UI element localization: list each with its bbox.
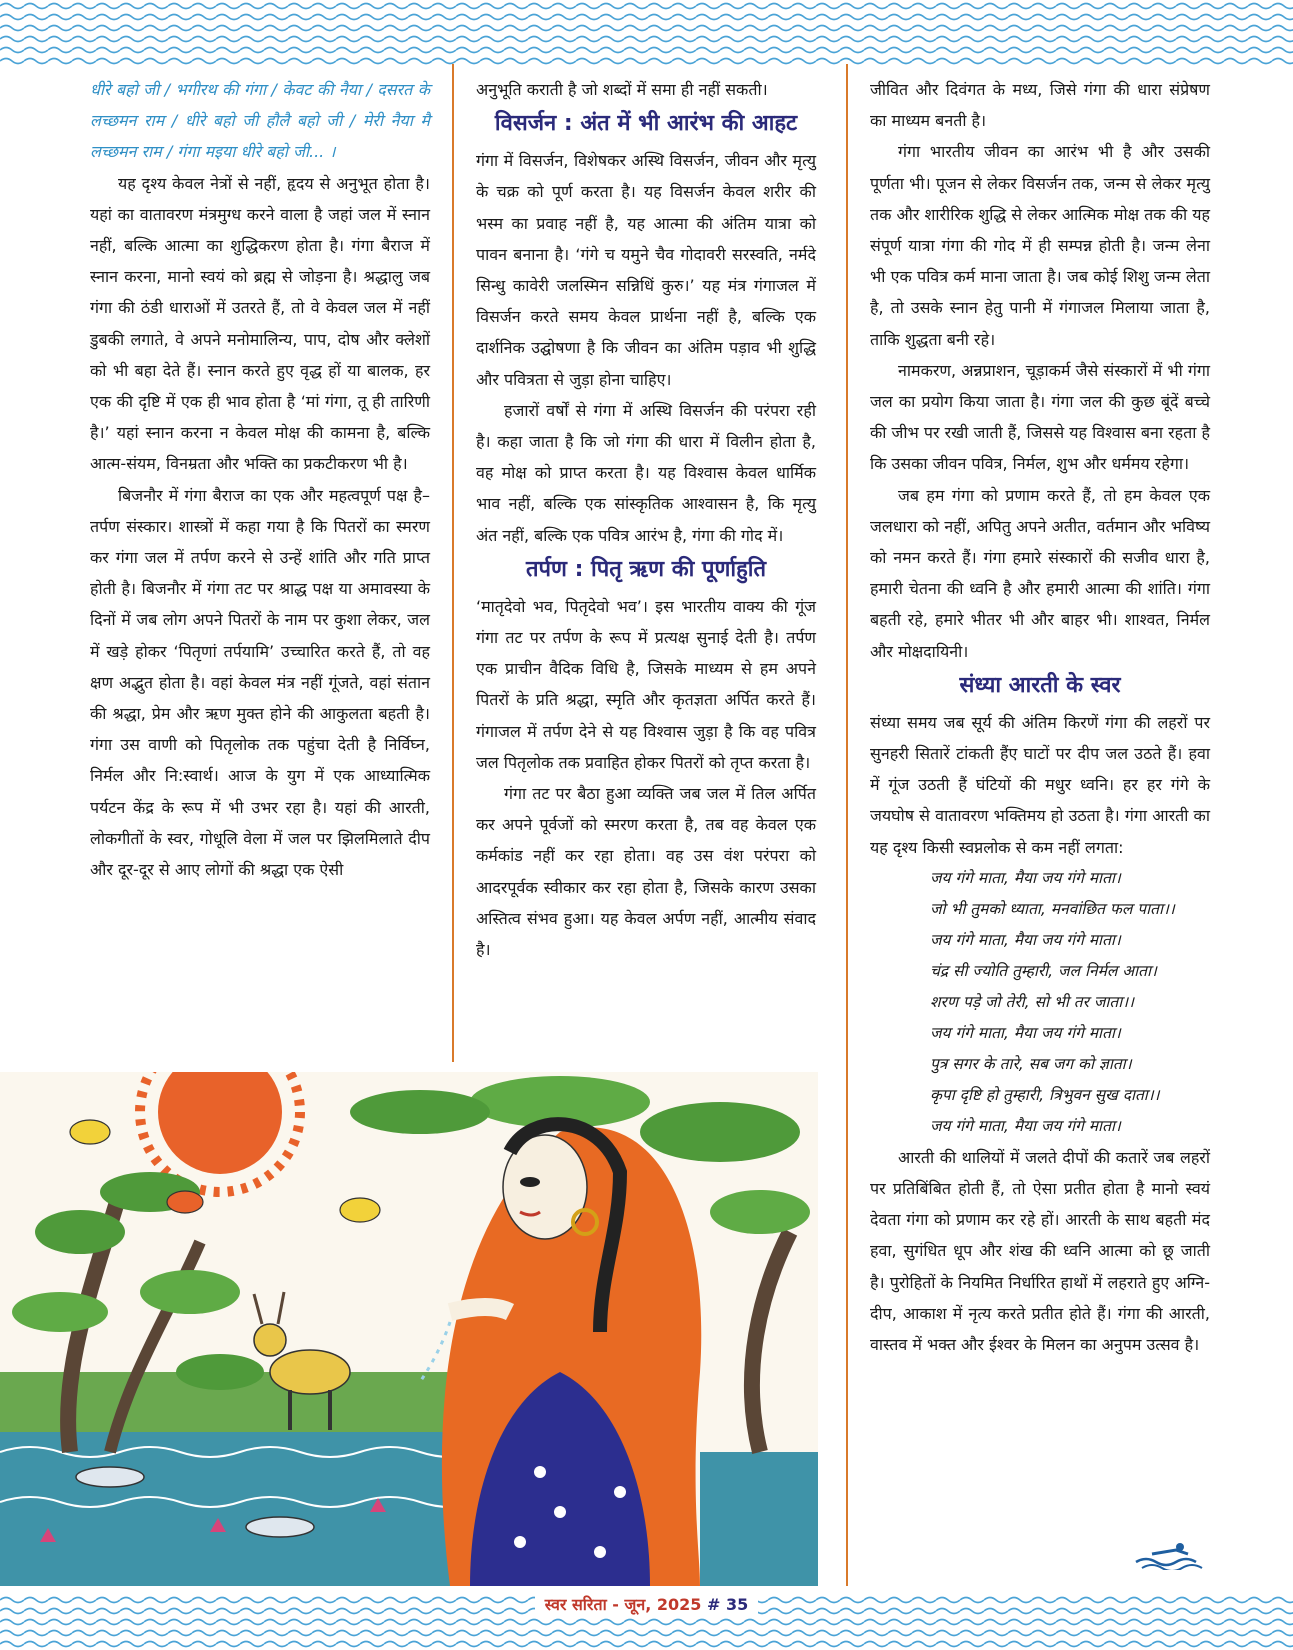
page-footer bbox=[0, 1591, 1293, 1617]
magazine-issue: स्वर सरिता - जून, 2025 bbox=[544, 1595, 702, 1614]
verse-line: जय गंगे माता, मैया जय गंगे माता। bbox=[930, 1116, 1121, 1135]
article-column-3 bbox=[870, 74, 1210, 1360]
article-column-1 bbox=[90, 74, 430, 885]
section-heading-aarti: संध्या आरती के स्वर bbox=[959, 672, 1121, 698]
verse-line: जो भी तुमको ध्याता, मनवांछित फल पाता।। bbox=[930, 899, 1175, 918]
verse-line: जय गंगे माता, मैया जय गंगे माता। bbox=[930, 868, 1121, 887]
paragraph: बिजनौर में गंगा बैराज का एक और महत्वपूर्ण पक्ष है– तर्पण संस्कार। शास्त्रों में कहा गया है कि पितरों का स्मरण कर गंगा जल में तर्पण करने से उन्हें शांति और गति प्राप्त होती है। बिजनौर में गंगा तट पर श्राद्ध पक्ष या अमावस्या के दिनों में जब लोग अपने पितरों के नाम पर कुशा लेकर, जल में खड़े होकर ‘पितृणां तर्पयामि’ उच्चारित करते हैं, तो वह क्षण अद्भुत होता है। वहां केवल मंत्र नहीं गूंजते, वहां संतान की श्रद्धा, प्रेम और ऋण मुक्त होने की आकुलता बहती है। गंगा उस वाणी को पितृलोक तक पहुंचा देती है निर्विघ्न, निर्मल और नि:स्वार्थ। आज के युग में एक आध्यात्मिक पर्यटन केंद्र के रूप में भी उभर रहा है। यहां की आरती, लोकगीतों के स्वर, गोधूलि वेला में जल पर झिलमिलाते दीप और दूर-दूर से आए लोगों की श्रद्धा एक ऐसी bbox=[90, 485, 430, 880]
paragraph: गंगा में विसर्जन, विशेषकर अस्थि विसर्जन, जीवन और मृत्यु के चक्र को पूर्ण करता है। यह विसर्जन केवल शरीर की भस्म का प्रवाह नहीं है, यह आत्मा की अंतिम यात्रा को पावन बनाना है। ‘गंगे च यमुने चैव गोदावरी सरस्वति, नर्मदे सिन्धु कावेरी जलस्मिन सन्निधिं कुरु।’ यह मंत्र गंगाजल में विसर्जन करते समय केवल प्रार्थना नहीं है, बल्कि एक दार्शनिक उद्घोषणा है कि जीवन का अंतिम पड़ाव भी शुद्धि और पवित्रता से जुड़ा होना चाहिए। bbox=[476, 151, 816, 389]
verse-line: जय गंगे माता, मैया जय गंगे माता। bbox=[930, 1023, 1121, 1042]
paragraph: गंगा तट पर बैठा हुआ व्यक्ति जब जल में तिल अर्पित कर अपने पूर्वजों को स्मरण करता है, तब वह केवल एक कर्मकांड नहीं कर रहा होता। वह उस वंश परंपरा को आदरपूर्वक स्वीकार कर रहा होता है, जिसके कारण उसका अस्तित्व संभव हुआ। यह केवल अर्पण नहीं, आत्मीय संवाद है। bbox=[476, 784, 816, 960]
verse-line: कृपा दृष्टि हो तुम्हारी, त्रिभुवन सुख दाता।। bbox=[930, 1085, 1160, 1104]
paragraph: हजारों वर्षों से गंगा में अस्थि विसर्जन की परंपरा रही है। कहा जाता है कि जो गंगा की धारा में विलीन होता है, वह मोक्ष को प्राप्त करता है। यह विश्वास केवल धार्मिक भाव नहीं, बल्कि एक सांस्कृतिक आश्वासन है, कि मृत्यु अंत नहीं, बल्कि एक पवित्र आरंभ है, गंगा की गोद में। bbox=[476, 400, 816, 545]
paragraph: यह दृश्य केवल नेत्रों से नहीं, हृदय से अनुभूत होता है। यहां का वातावरण मंत्रमुग्ध करने वाला है जहां जल में स्नान नहीं, बल्कि आत्मा का शुद्धिकरण होता है। गंगा बैराज में स्नान करना, मानो स्वयं को ब्रह्म से जोड़ना है। श्रद्धालु जब गंगा की ठंडी धाराओं में उतरते हैं, तो वे केवल जल में नहीं डुबकी लगाते, वे अपने मनोमालिन्य, पाप, दोष और क्लेशों को भी बहा देते हैं। स्नान करते हुए वृद्ध हों या बालक, हर एक की दृष्टि में एक ही भाव होता है ‘मां गंगा, तू ही तारिणी है।’ यहां स्नान करना न केवल मोक्ष की कामना है, बल्कि आत्म-संयम, विनम्रता और भक्ति का प्रकटीकरण भी है। bbox=[90, 173, 430, 474]
verse-line: शरण पड़े जो तेरी, सो भी तर जाता।। bbox=[930, 992, 1134, 1011]
aarti-verses bbox=[870, 863, 1210, 1142]
paragraph: नामकरण, अन्नप्राशन, चूड़ाकर्म जैसे संस्कारों में भी गंगा जल का प्रयोग किया जाता है। गंगा जल की कुछ बूंदें बच्चे की जीभ पर रखी जाती हैं, जिससे यह विश्वास बना रहता है कि उसका जीवन पवित्र, निर्मल, शुभ और धर्ममय रहेगा। bbox=[870, 360, 1210, 474]
column-divider-1 bbox=[452, 64, 454, 1062]
column-divider-2 bbox=[846, 64, 848, 1586]
paragraph: आरती की थालियों में जलते दीपों की कतारें जब लहरों पर प्रतिबिंबित होती हैं, तो ऐसा प्रतीत होता है मानो स्वयं देवता गंगा को प्रणाम कर रहे हों। आरती के साथ बहती मंद हवा, सुगंधित धूप और शंख की ध्वनि आत्मा को छू जाती है। पुरोहितों के नियमित निर्धारित हाथों में लहराते हुए अग्नि-दीप, आकाश में नृत्य करते प्रतीत होते हैं। गंगा की आरती, वास्तव में भक्त और ईश्वर के मिलन का अनुपम उत्सव है। bbox=[870, 1147, 1210, 1355]
madhubani-painting bbox=[0, 1072, 818, 1586]
swimmer-end-icon bbox=[1132, 1540, 1204, 1570]
paragraph: जब हम गंगा को प्रणाम करते हैं, तो हम केवल एक जलधारा को नहीं, अपितु अपने अतीत, वर्तमान और भविष्य को नमन करते हैं। गंगा हमारे संस्कारों की सजीव धारा है, हमारी चेतना की ध्वनि है और हमारी आत्मा की शांति। गंगा बहती रहे, हमारे भीतर भी और बाहर भी। शाश्वत, निर्मल और मोक्षदायिनी। bbox=[870, 485, 1210, 661]
paragraph: गंगा भारतीय जीवन का आरंभ भी है और उसकी पूर्णता भी। पूजन से लेकर विसर्जन तक, जन्म से लेकर मृत्यु तक और शारीरिक शुद्धि से लेकर आत्मिक मोक्ष तक की यह संपूर्ण यात्रा गंगा की गोद में ही सम्पन्न होती है। जन्म लेना भी एक पवित्र कर्म माना जाता है। जब कोई शिशु जन्म लेता है, तो उसके स्नान हेतु पानी में गंगाजल मिलाया जाता है, ताकि शुद्धता बनी रहे। bbox=[870, 142, 1210, 349]
section-heading-tarpan: तर्पण : पितृ ऋण की पूर्णाहुति bbox=[525, 556, 767, 582]
paragraph-continuation: अनुभूति कराती है जो शब्दों में समा ही नहीं सकती। bbox=[476, 80, 768, 99]
verse-line: चंद्र सी ज्योति तुम्हारी, जल निर्मल आता। bbox=[930, 961, 1157, 980]
section-heading-visarjan: विसर्जन : अंत में भी आरंभ की आहट bbox=[494, 111, 798, 137]
verse-line: पुत्र सगर के तारे, सब जग को ज्ञाता। bbox=[930, 1054, 1132, 1073]
paragraph: ‘मातृदेवो भव, पितृदेवो भव’। इस भारतीय वाक्य की गूंज गंगा तट पर तर्पण के रूप में प्रत्यक्ष सुनाई देती है। तर्पण एक प्राचीन वैदिक विधि है, जिसके माध्यम से हम अपने पितरों के प्रति श्रद्धा, स्मृति और कृतज्ञता अर्पित करते हैं। गंगाजल में तर्पण देने से यह विश्वास जुड़ा है कि वह पवित्र जल पितृलोक तक प्रवाहित होकर पितरों को तृप्त करता है। bbox=[476, 596, 816, 772]
article-column-2 bbox=[476, 74, 816, 965]
folk-song-lyrics: धीरे बहो जी / भगीरथ की गंगा / केवट की नैया / दसरत के लच्छमन राम / धीरे बहो जी हौलै बहो जी / मेरी नैया मै लच्छमन राम / गंगा मइया धीरे बहो जी... । bbox=[90, 80, 430, 162]
paragraph-continuation: जीवित और दिवंगत के मध्य, जिसे गंगा की धारा संप्रेषण का माध्यम बनती है। bbox=[870, 80, 1210, 131]
paragraph: संध्या समय जब सूर्य की अंतिम किरणें गंगा की लहरों पर सुनहरी सितारें टांकती हैंए घाटों पर दीप जल उठते हैं। हवा में गूंज उठती हैं घंटियों की मधुर ध्वनि। हर हर गंगे के जयघोष से वातावरण भक्तिमय हो उठता है। गंगा आरती का यह दृश्य किसी स्वप्नलोक से कम नहीं लगता: bbox=[870, 712, 1210, 857]
top-wave-border bbox=[0, 0, 1293, 66]
page-number: # 35 bbox=[707, 1595, 749, 1614]
verse-line: जय गंगे माता, मैया जय गंगे माता। bbox=[930, 930, 1121, 949]
